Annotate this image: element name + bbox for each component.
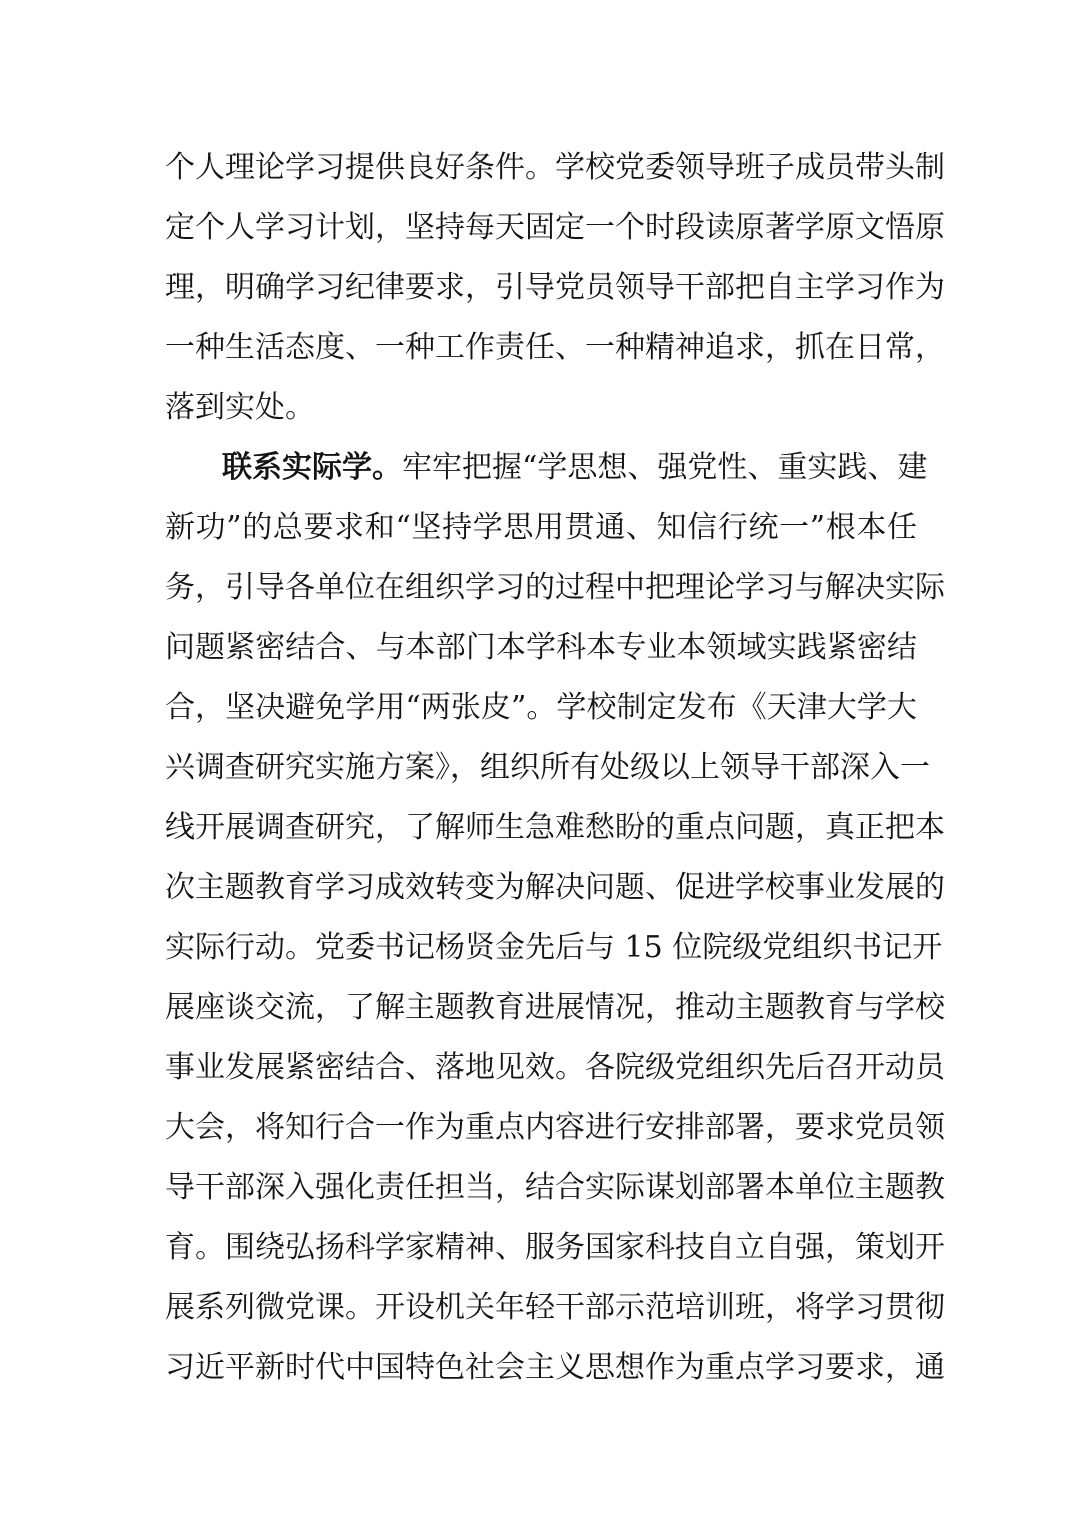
paragraph-2-line-1-text: 牢牢把握“学思想、强党性、重实践、建 xyxy=(402,450,928,485)
paragraph-2-line-11: 事业发展紧密结合、落地见效。各院级党组织先后召开动员 xyxy=(165,1050,945,1085)
paragraph-1-line-4: 一种生活态度、一种工作责任、一种精神追求，抓在日常， xyxy=(165,330,945,365)
paragraph-2-line-6: 兴调查研究实施方案》，组织所有处级以上领导干部深入一 xyxy=(165,750,930,785)
paragraph-2-line-2: 新功”的总要求和“坚持学思用贯通、知信行统一”根本任 xyxy=(165,510,917,545)
paragraph-2-line-14: 育。围绕弘扬科学家精神、服务国家科技自立自强，策划开 xyxy=(165,1230,945,1265)
paragraph-2-line-5: 合，坚决避免学用“两张皮”。学校制定发布《天津大学大 xyxy=(165,690,917,725)
paragraph-2-line-3: 务，引导各单位在组织学习的过程中把理论学习与解决实际 xyxy=(165,570,945,605)
paragraph-1-line-3: 理，明确学习纪律要求，引导党员领导干部把自主学习作为 xyxy=(165,270,945,305)
paragraph-2-line-13: 导干部深入强化责任担当，结合实际谋划部署本单位主题教 xyxy=(165,1170,945,1205)
paragraph-2-line-4: 问题紧密结合、与本部门本学科本专业本领域实践紧密结 xyxy=(165,630,917,665)
paragraph-2-line-10: 展座谈交流，了解主题教育进展情况，推动主题教育与学校 xyxy=(165,990,945,1025)
paragraph-2-line-9: 实际行动。党委书记杨贤金先后与 15 位院级党组织书记开 xyxy=(165,930,943,965)
paragraph-1-line-5: 落到实处。 xyxy=(165,390,315,425)
paragraph-2-line-12: 大会，将知行合一作为重点内容进行安排部署，要求党员领 xyxy=(165,1110,945,1145)
paragraph-2-line-15: 展系列微党课。开设机关年轻干部示范培训班，将学习贯彻 xyxy=(165,1290,945,1325)
paragraph-2-line-16: 习近平新时代中国特色社会主义思想作为重点学习要求，通 xyxy=(165,1350,945,1385)
paragraph-1-line-1: 个人理论学习提供良好条件。学校党委领导班子成员带头制 xyxy=(165,150,945,185)
paragraph-1-line-2: 定个人学习计划，坚持每天固定一个时段读原著学原文悟原 xyxy=(165,210,945,245)
paragraph-2-heading: 联系实际学。 xyxy=(222,450,402,485)
paragraph-2-line-7: 线开展调查研究，了解师生急难愁盼的重点问题，真正把本 xyxy=(165,810,945,845)
paragraph-2-line-8: 次主题教育学习成效转变为解决问题、促进学校事业发展的 xyxy=(165,870,945,905)
paragraph-2-line-1 xyxy=(222,438,928,498)
